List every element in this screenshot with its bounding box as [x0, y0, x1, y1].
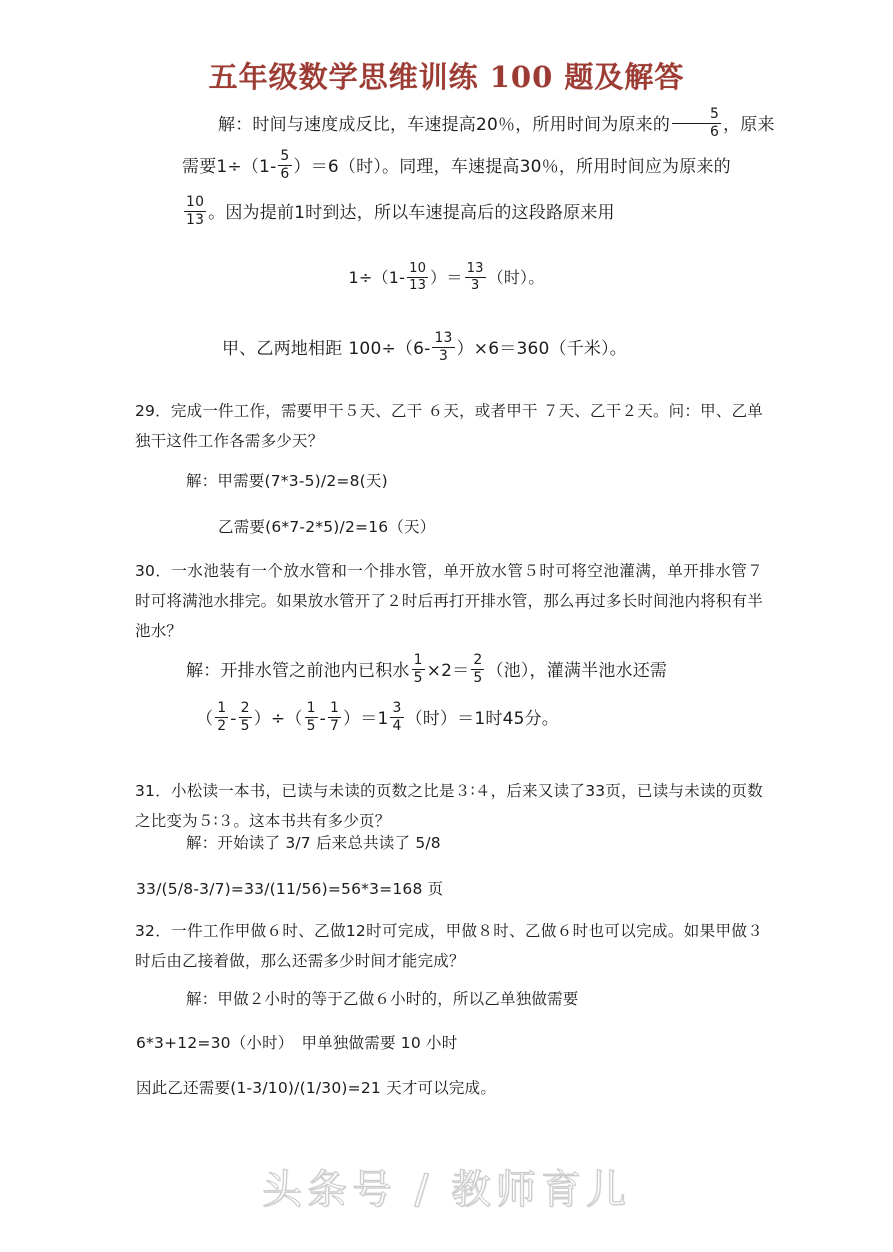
page-title: 五年级数学思维训练 100 题及解答: [208, 60, 685, 94]
problem-30-solution-line-1: [186, 652, 786, 692]
fraction-denominator: 5: [473, 670, 483, 687]
fraction-numerator: 10: [409, 260, 427, 276]
problem-29-question: 29．完成一件工作，需要甲干５天、乙干 ６天，或者甲干 ７天、乙干２天。问：甲、乙单独干这件工作各需多少天？: [135, 402, 763, 451]
fraction-numerator: 2: [240, 700, 250, 717]
watermark: 头条号 / 教师育儿: [262, 1167, 631, 1213]
solution-28-equation-2: [222, 330, 842, 370]
problem-32-question: 32．一件工作甲做６时、乙做12时可完成，甲做８时、乙做６时也可以完成。如果甲做３时后由乙接着做，那么还需多少时间才能完成？: [135, 922, 763, 971]
fraction-numerator: 5: [280, 148, 290, 165]
problem-30-solution-line-2: [196, 700, 796, 740]
fraction-1-7: [328, 701, 341, 733]
fraction-numerator: 1: [329, 700, 340, 717]
fraction-5-6-second: [278, 149, 291, 181]
fraction-denominator: 5: [413, 670, 423, 687]
equation-1-text-b: ）＝: [430, 268, 463, 287]
p30-sol2-c: ）÷（: [253, 709, 303, 729]
equation-2-text-b: ）×6＝360（千米）。: [456, 339, 628, 359]
equation-1-text-c: （时）。: [487, 268, 545, 287]
p30-sol2-e: ）＝1: [343, 709, 389, 729]
problem-29-answer-line-1: 解：甲需要(7*3-5)/2=8(天): [186, 472, 388, 490]
p30-sol2-a: （: [196, 709, 214, 729]
problem-31-answer-line-1: 解：开始读了 3/7 后来总共读了 5/8: [186, 834, 441, 852]
fraction-13-3-eq: [465, 262, 486, 293]
equation-2-text-a: 100÷（6-: [348, 339, 431, 359]
solution-28-line-2: [182, 148, 782, 188]
fraction-1-5-second: [305, 701, 318, 733]
problem-32-answer-line-2: 6*3+12=30（小时） 甲单独做需要 10 小时: [136, 1034, 458, 1052]
problem-30-sol1-text-b: （池），灌满半池水还需: [486, 661, 668, 681]
fraction-denominator: 4: [392, 718, 402, 735]
fraction-13-3-distance: [432, 331, 454, 363]
solution-28-line-3: [182, 194, 782, 234]
fraction-denominator: 5: [240, 718, 250, 735]
equation-2-label: 甲、乙两地相距: [222, 339, 343, 359]
problem-32-answer-line-1: 解：甲做２小时的等于乙做６小时的，所以乙单独做需要: [186, 990, 579, 1008]
fraction-numerator: 1: [306, 700, 316, 717]
problem-31-question: 31．小松读一本书，已读与未读的页数之比是３∶４，后来又读了33页，已读与未读的页数之比变为５∶３。这本书共有多少页？: [135, 782, 763, 831]
solution-28-line1-text-b: ，原来: [723, 115, 775, 135]
problem-29-answer-line-2: 乙需要(6*7-2*5)/2=16（天）: [218, 518, 436, 536]
fraction-2-5: [471, 653, 484, 685]
equation-1-text-a: 1÷（1-: [348, 268, 406, 287]
solution-28-line2-text-b: ）＝6（时）。同理，车速提高30％，所用时间应为原来的: [293, 157, 731, 177]
fraction-numerator: 2: [473, 652, 483, 669]
fraction-denominator: 6: [280, 166, 290, 183]
fraction-numerator: 5: [672, 107, 721, 124]
problem-30-sol1-text-a: 解：开排水管之前池内已积水: [186, 661, 410, 681]
fraction-denominator: 7: [329, 718, 340, 735]
fraction-1-5: [412, 653, 425, 685]
fraction-10-13: [184, 195, 206, 227]
problem-30-sol1-text-mid: ×2＝: [426, 661, 470, 681]
p30-sol2-b: -: [230, 709, 237, 729]
fraction-numerator: 10: [186, 194, 205, 211]
fraction-1-2: [215, 701, 228, 733]
solution-28-line3-text: 。因为提前1时到达，所以车速提高后的这段路原来用: [208, 203, 615, 223]
p30-sol2-d: -: [319, 709, 326, 729]
fraction-10-13-eq: [407, 262, 428, 293]
fraction-2-5-second: [239, 701, 252, 733]
fraction-numerator: 1: [413, 652, 423, 669]
fraction-denominator: 3: [470, 277, 480, 293]
fraction-denominator: 6: [710, 124, 720, 141]
problem-30-question: 30．一水池装有一个放水管和一个排水管，单开放水管５时可将空池灌满，单开排水管７时可将满池水排完。如果放水管开了２时后再打开排水管，那么再过多长时间池内将积有半池水？: [135, 562, 764, 641]
fraction-3-4: [390, 701, 403, 733]
fraction-denominator: 13: [409, 277, 427, 293]
fraction-numerator: 13: [434, 330, 453, 347]
fraction-denominator: 13: [186, 212, 205, 229]
fraction-numerator: 3: [392, 700, 402, 717]
fraction-denominator: 2: [217, 718, 227, 735]
fraction-numerator: 1: [217, 700, 227, 717]
fraction-numerator: 13: [466, 260, 484, 276]
fraction-denominator: 5: [306, 718, 316, 735]
solution-28-line1-text-a: 解：时间与速度成反比，车速提高20％，所用时间为原来的: [218, 115, 671, 135]
fraction-denominator: 3: [438, 348, 449, 365]
fraction-5-6: [672, 107, 721, 139]
solution-28-line2-text-a: 需要1÷（1-: [182, 157, 277, 177]
solution-28-line-1: [182, 106, 782, 146]
solution-28-equation-1: [0, 262, 893, 294]
problem-32-answer-line-3: 因此乙还需要(1-3/10)/(1/30)=21 天才可以完成。: [136, 1079, 497, 1097]
p30-sol2-f: （时）＝1时45分。: [405, 709, 560, 729]
problem-31-answer-line-2: 33/(5/8-3/7)=33/(11/56)=56*3=168 页: [136, 880, 444, 898]
